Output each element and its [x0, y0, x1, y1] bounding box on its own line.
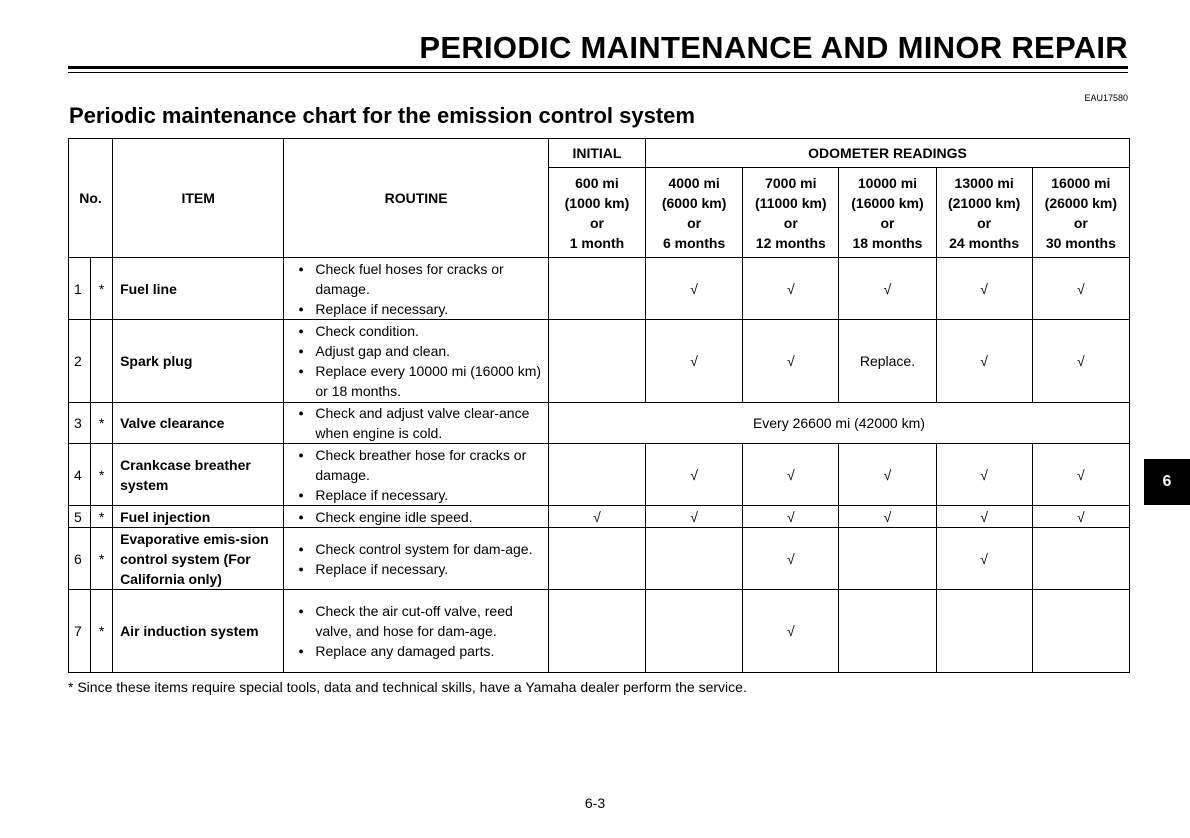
routine-list: [298, 259, 547, 319]
column-header-routine: ROUTINE: [284, 139, 548, 258]
title-rule: [68, 66, 1128, 69]
interval-check-cell: √: [839, 506, 936, 528]
interval-check-cell: [1032, 590, 1129, 673]
routine-list: [298, 445, 547, 505]
document-code: EAU17580: [1084, 93, 1128, 103]
item-name: Crankcase breather system: [113, 444, 284, 506]
interval-check-cell: √: [743, 506, 839, 528]
routine-step: ● Check and adjust valve clear-ance when engine is cold.: [298, 403, 547, 443]
interval-check-cell: [646, 590, 743, 673]
row-number: 7: [69, 590, 91, 673]
interval-km: (26000 km): [1044, 194, 1118, 211]
chapter-tab: 6: [1144, 459, 1190, 505]
interval-check-cell: √: [936, 506, 1032, 528]
routine-list: [298, 507, 547, 527]
interval-check-cell: √: [1032, 444, 1129, 506]
interval-or: or: [783, 214, 798, 231]
row-number: 2: [69, 320, 91, 403]
interval-check-cell: Replace.: [839, 320, 936, 403]
interval-check-cell: [839, 590, 936, 673]
interval-header: [936, 168, 1032, 258]
interval-header: [548, 168, 645, 258]
interval-check-cell: √: [548, 506, 645, 528]
routine-step: ● Replace if necessary.: [298, 299, 547, 319]
interval-check-cell: [936, 590, 1032, 673]
routine-step: ● Replace any damaged parts.: [298, 641, 547, 661]
table-row: [69, 506, 1130, 528]
routine-list: [298, 403, 547, 443]
interval-check-cell: √: [646, 444, 743, 506]
interval-check-cell: √: [936, 444, 1032, 506]
item-name: Fuel line: [113, 258, 284, 320]
row-number: 4: [69, 444, 91, 506]
routine-step: ● Check engine idle speed.: [298, 507, 547, 527]
table-row: [69, 320, 1130, 403]
interval-or: or: [589, 214, 604, 231]
item-name: Spark plug: [113, 320, 284, 403]
interval-check-cell: √: [743, 258, 839, 320]
interval-check-cell: √: [1032, 320, 1129, 403]
interval-header: [743, 168, 839, 258]
routine-cell: [284, 258, 548, 320]
table-row: [69, 258, 1130, 320]
interval-check-cell: √: [743, 444, 839, 506]
item-name: Valve clearance: [113, 403, 284, 444]
interval-check-cell: √: [1032, 506, 1129, 528]
interval-check-cell: √: [646, 258, 743, 320]
interval-check-cell: [548, 528, 645, 590]
routine-step: ● Check the air cut-off valve, reed valve, and hose for dam-age.: [298, 601, 547, 641]
interval-or: or: [687, 214, 702, 231]
section-title: Periodic maintenance chart for the emission control system: [69, 103, 695, 128]
interval-check-cell: [548, 590, 645, 673]
interval-km: (21000 km): [947, 194, 1021, 211]
interval-check-cell: [1032, 528, 1129, 590]
title-rule-thin: [68, 72, 1128, 73]
interval-mi: 4000 mi: [668, 174, 720, 191]
interval-check-cell: √: [646, 320, 743, 403]
dealer-service-mark: *: [91, 590, 113, 673]
column-header-odometer: ODOMETER READINGS: [646, 139, 1130, 168]
routine-list: [298, 601, 547, 661]
routine-step: ● Replace every 10000 mi (16000 km) or 18 months.: [298, 361, 547, 401]
interval-time: 1 month: [569, 234, 625, 251]
interval-or: or: [1073, 214, 1088, 231]
interval-mi: 16000 mi: [1051, 174, 1111, 191]
interval-km: (1000 km): [564, 194, 630, 211]
page-number: 6-3: [584, 795, 606, 811]
interval-check-cell: √: [936, 320, 1032, 403]
row-number: 1: [69, 258, 91, 320]
dealer-service-mark: [91, 320, 113, 403]
column-header-initial: INITIAL: [548, 139, 645, 168]
interval-check-cell: √: [743, 590, 839, 673]
interval-header: [839, 168, 936, 258]
routine-cell: [284, 506, 548, 528]
interval-header: [646, 168, 743, 258]
interval-time: 6 months: [663, 234, 726, 251]
row-number: 6: [69, 528, 91, 590]
routine-cell: [284, 528, 548, 590]
interval-check-cell: √: [646, 506, 743, 528]
interval-mi: 600 mi: [575, 174, 619, 191]
interval-check-cell: [548, 320, 645, 403]
column-header-no: No.: [69, 139, 113, 258]
routine-step: ● Check fuel hoses for cracks or damage.: [298, 259, 547, 299]
interval-check-cell: √: [1032, 258, 1129, 320]
interval-mi: 10000 mi: [857, 174, 918, 191]
interval-km: (6000 km): [661, 194, 727, 211]
routine-step: ● Replace if necessary.: [298, 559, 547, 579]
dealer-service-mark: *: [91, 444, 113, 506]
interval-mi: 13000 mi: [954, 174, 1014, 191]
interval-km: (11000 km): [754, 194, 827, 211]
interval-header: [1032, 168, 1129, 258]
item-name: Evaporative emis-sion control system (For California only): [113, 528, 284, 590]
routine-cell: [284, 444, 548, 506]
routine-step: ● Check control system for dam-age.: [298, 539, 547, 559]
table-row: [69, 444, 1130, 506]
maintenance-chart: [68, 138, 1130, 673]
row-number: 5: [69, 506, 91, 528]
interval-mi: 7000 mi: [765, 174, 817, 191]
column-header-item: ITEM: [113, 139, 284, 258]
interval-check-cell: [839, 528, 936, 590]
routine-step: ● Check condition.: [298, 321, 547, 341]
interval-or: or: [977, 214, 992, 231]
routine-cell: [284, 320, 548, 403]
interval-time: 18 months: [852, 234, 923, 251]
interval-time: 12 months: [755, 234, 826, 251]
dealer-service-mark: *: [91, 506, 113, 528]
row-number: 3: [69, 403, 91, 444]
interval-check-cell: √: [839, 258, 936, 320]
interval-check-cell: [646, 528, 743, 590]
interval-check-cell: √: [743, 320, 839, 403]
dealer-service-mark: *: [91, 403, 113, 444]
interval-check-cell: [548, 258, 645, 320]
table-row: [69, 528, 1130, 590]
interval-check-cell: [548, 444, 645, 506]
interval-km: (16000 km): [851, 194, 924, 211]
dealer-service-mark: *: [91, 528, 113, 590]
table-row: [69, 590, 1130, 673]
page-title: PERIODIC MAINTENANCE AND MINOR REPAIR: [419, 30, 1128, 65]
routine-list: [298, 321, 547, 401]
dealer-service-mark: *: [91, 258, 113, 320]
interval-check-cell: √: [743, 528, 839, 590]
interval-check-cell: √: [936, 528, 1032, 590]
interval-check-cell: √: [936, 258, 1032, 320]
interval-span-cell: Every 26600 mi (42000 km): [548, 403, 1129, 444]
interval-time: 24 months: [949, 234, 1020, 251]
table-row: [69, 403, 1130, 444]
routine-list: [298, 539, 547, 579]
interval-time: 30 months: [1045, 234, 1116, 251]
footnote: * Since these items require special tools, data and technical skills, have a Yamaha dealer perform the service.: [68, 679, 747, 695]
routine-cell: [284, 590, 548, 673]
routine-cell: [284, 403, 548, 444]
routine-step: ● Replace if necessary.: [298, 485, 547, 505]
routine-step: ● Adjust gap and clean.: [298, 341, 547, 361]
item-name: Air induction system: [113, 590, 284, 673]
routine-step: ● Check breather hose for cracks or damage.: [298, 445, 547, 485]
interval-check-cell: √: [839, 444, 936, 506]
interval-or: or: [880, 214, 895, 231]
item-name: Fuel injection: [113, 506, 284, 528]
